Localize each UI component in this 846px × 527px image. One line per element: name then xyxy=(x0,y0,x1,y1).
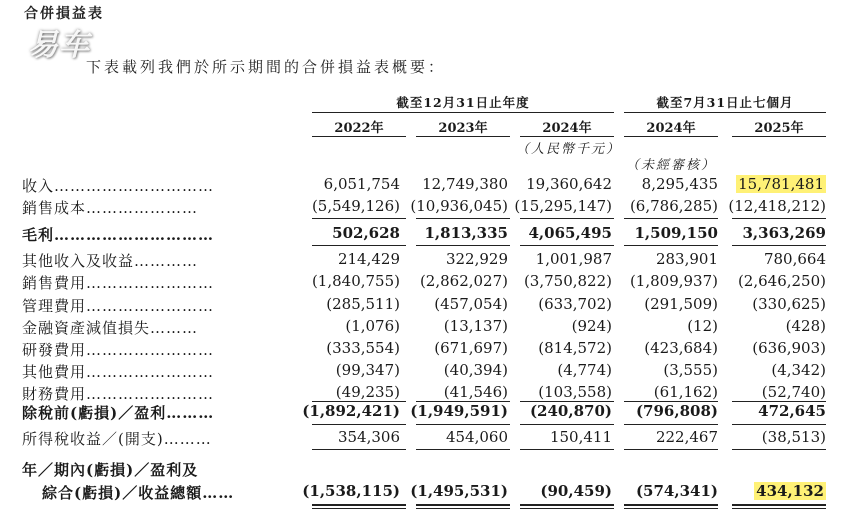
rule-line xyxy=(520,245,614,246)
rule-line xyxy=(624,449,718,450)
rule-line xyxy=(520,449,614,450)
value-text: (814,572) xyxy=(538,339,612,357)
rule-line xyxy=(312,449,406,450)
value-cell xyxy=(686,197,826,215)
rule-line xyxy=(732,504,826,506)
rule-line xyxy=(312,245,406,246)
header-line-seven-months xyxy=(624,112,826,113)
rule-line xyxy=(520,401,614,402)
year-header: 2024年 xyxy=(542,121,592,136)
rule-line xyxy=(732,401,826,402)
year-header: 2023年 xyxy=(438,121,488,136)
value-cell xyxy=(686,383,826,401)
rule-line xyxy=(624,218,718,219)
value-text: 6,051,754 xyxy=(323,175,400,193)
value-text: (2,646,250) xyxy=(737,272,826,290)
value-text: (423,684) xyxy=(644,339,718,357)
value-cell xyxy=(686,339,826,357)
year-header: 2025年 xyxy=(754,121,804,136)
unaudited-note: （未經審核） xyxy=(626,158,717,173)
row-label: 其他費用…………………… xyxy=(22,363,215,381)
row-label: 其他收入及收益………… xyxy=(22,252,199,270)
value-text: (49,235) xyxy=(335,383,400,401)
value-text: 19,360,642 xyxy=(526,175,612,193)
rule-line xyxy=(624,245,718,246)
row-label: 研發費用…………………… xyxy=(22,341,215,359)
rule-line xyxy=(520,218,614,219)
value-text: (103,558) xyxy=(538,383,612,401)
value-text: (428) xyxy=(785,317,826,335)
value-text: 214,429 xyxy=(337,250,400,268)
value-text: 780,664 xyxy=(763,250,826,268)
rule-line xyxy=(416,245,510,246)
value-cell xyxy=(686,361,826,379)
rule-line xyxy=(520,504,614,506)
rule-line xyxy=(416,508,510,509)
value-text: (40,394) xyxy=(443,361,508,379)
value-text: (99,347) xyxy=(335,361,400,379)
value-text: (333,554) xyxy=(326,339,400,357)
rule-line xyxy=(416,449,510,450)
rule-line xyxy=(732,424,826,425)
value-cell xyxy=(686,402,826,420)
value-text: (1,949,591) xyxy=(410,402,508,420)
value-cell xyxy=(686,175,826,193)
value-cell xyxy=(686,250,826,268)
value-text: (240,870) xyxy=(529,402,612,420)
year-underline xyxy=(732,136,826,137)
row-label: 銷售費用…………………… xyxy=(22,274,215,292)
value-cell xyxy=(686,317,826,335)
value-text: (10,936,045) xyxy=(410,197,508,215)
row-label: 除稅前(虧損)／盈利……… xyxy=(22,404,215,422)
intro-text: 下表載列我們於所示期間的合併損益表概要： xyxy=(86,58,447,76)
value-text: (291,509) xyxy=(644,295,718,313)
rule-line xyxy=(624,504,718,506)
rule-line xyxy=(416,424,510,425)
row-label: 銷售成本………………… xyxy=(22,199,199,217)
value-text: 4,065,495 xyxy=(528,224,612,242)
year-underline xyxy=(416,136,510,137)
value-text: (1,076) xyxy=(345,317,400,335)
value-text: (671,697) xyxy=(434,339,508,357)
value-cell xyxy=(686,224,826,242)
total-label-line2: 綜合(虧損)／收益總額…… xyxy=(42,484,235,502)
row-label: 財務費用…………………… xyxy=(22,385,215,403)
value-text: (1,892,421) xyxy=(302,402,400,420)
value-text: (1,840,755) xyxy=(311,272,400,290)
value-text: 1,509,150 xyxy=(634,224,718,242)
rule-line xyxy=(624,401,718,402)
rule-line xyxy=(312,401,406,402)
value-text: 502,628 xyxy=(332,224,400,242)
value-text: 454,060 xyxy=(445,428,508,446)
value-cell xyxy=(686,295,826,313)
value-text: (61,162) xyxy=(653,383,718,401)
total-label-line1: 年／期內(虧損)／盈利及 xyxy=(22,461,199,479)
value-text: (4,774) xyxy=(557,361,612,379)
value-text: (330,625) xyxy=(752,295,826,313)
rule-line xyxy=(416,401,510,402)
value-text: (52,740) xyxy=(761,383,826,401)
value-text: (90,459) xyxy=(540,482,612,500)
rule-line xyxy=(312,504,406,506)
rule-line xyxy=(416,504,510,506)
value-text: 222,467 xyxy=(655,428,718,446)
value-text: (1,538,115) xyxy=(302,482,400,500)
value-text: (3,750,822) xyxy=(523,272,612,290)
rule-line xyxy=(312,424,406,425)
value-text: (3,555) xyxy=(663,361,718,379)
value-text: (38,513) xyxy=(761,428,826,446)
value-text: 472,645 xyxy=(758,402,826,420)
value-text: 1,813,335 xyxy=(424,224,508,242)
year-underline xyxy=(312,136,406,137)
row-label: 毛利………………………… xyxy=(22,226,215,244)
value-text: (636,903) xyxy=(752,339,826,357)
value-text: 3,363,269 xyxy=(742,224,826,242)
row-label: 所得稅收益／(開支)……… xyxy=(22,430,212,448)
year-header: 2024年 xyxy=(646,121,696,136)
unit-note: （人民幣千元） xyxy=(516,142,622,157)
section-title: 合併損益表 xyxy=(24,6,104,22)
value-text: (6,786,285) xyxy=(629,197,718,215)
rule-line xyxy=(624,508,718,509)
value-cell xyxy=(686,428,826,446)
rule-line xyxy=(732,449,826,450)
value-text: 354,306 xyxy=(337,428,400,446)
header-line-year-end xyxy=(312,112,614,113)
value-text: (12,418,212) xyxy=(728,197,826,215)
value-cell xyxy=(686,482,826,500)
watermark-logo: 易车 xyxy=(28,28,90,63)
row-label: 管理費用…………………… xyxy=(22,297,215,315)
value-text: (574,341) xyxy=(635,482,718,500)
value-text: (2,862,027) xyxy=(419,272,508,290)
rule-line xyxy=(312,218,406,219)
rule-line xyxy=(416,218,510,219)
value-text: (4,342) xyxy=(771,361,826,379)
value-text: (924) xyxy=(571,317,612,335)
rule-line xyxy=(624,424,718,425)
value-text: (12) xyxy=(687,317,718,335)
value-text: 8,295,435 xyxy=(641,175,718,193)
value-text: (41,546) xyxy=(443,383,508,401)
row-label: 收入………………………… xyxy=(22,177,215,195)
header-seven-months: 截至7月31日止七個月 xyxy=(656,95,794,110)
rule-line xyxy=(312,508,406,509)
value-text: (633,702) xyxy=(538,295,612,313)
value-text: 150,411 xyxy=(549,428,612,446)
value-text: 12,749,380 xyxy=(422,175,508,193)
rule-line xyxy=(732,508,826,509)
value-text: (285,511) xyxy=(326,295,400,313)
year-underline xyxy=(624,136,718,137)
year-header: 2022年 xyxy=(334,121,384,136)
value-text: (15,295,147) xyxy=(514,197,612,215)
header-year-end: 截至12月31日止年度 xyxy=(396,95,530,110)
value-text: 15,781,481 xyxy=(738,175,824,193)
value-text: 434,132 xyxy=(756,482,824,500)
value-text: (1,495,531) xyxy=(410,482,508,500)
rule-line xyxy=(732,245,826,246)
value-cell xyxy=(686,272,826,290)
value-text: 283,901 xyxy=(655,250,718,268)
value-text: (13,137) xyxy=(443,317,508,335)
value-text: (796,808) xyxy=(635,402,718,420)
rule-line xyxy=(520,508,614,509)
value-text: 1,001,987 xyxy=(535,250,612,268)
rule-line xyxy=(732,218,826,219)
value-text: (457,054) xyxy=(434,295,508,313)
value-text: 322,929 xyxy=(445,250,508,268)
value-text: (1,809,937) xyxy=(629,272,718,290)
row-label: 金融資產減值損失……… xyxy=(22,319,199,337)
rule-line xyxy=(520,424,614,425)
value-text: (5,549,126) xyxy=(311,197,400,215)
year-underline xyxy=(520,136,614,137)
